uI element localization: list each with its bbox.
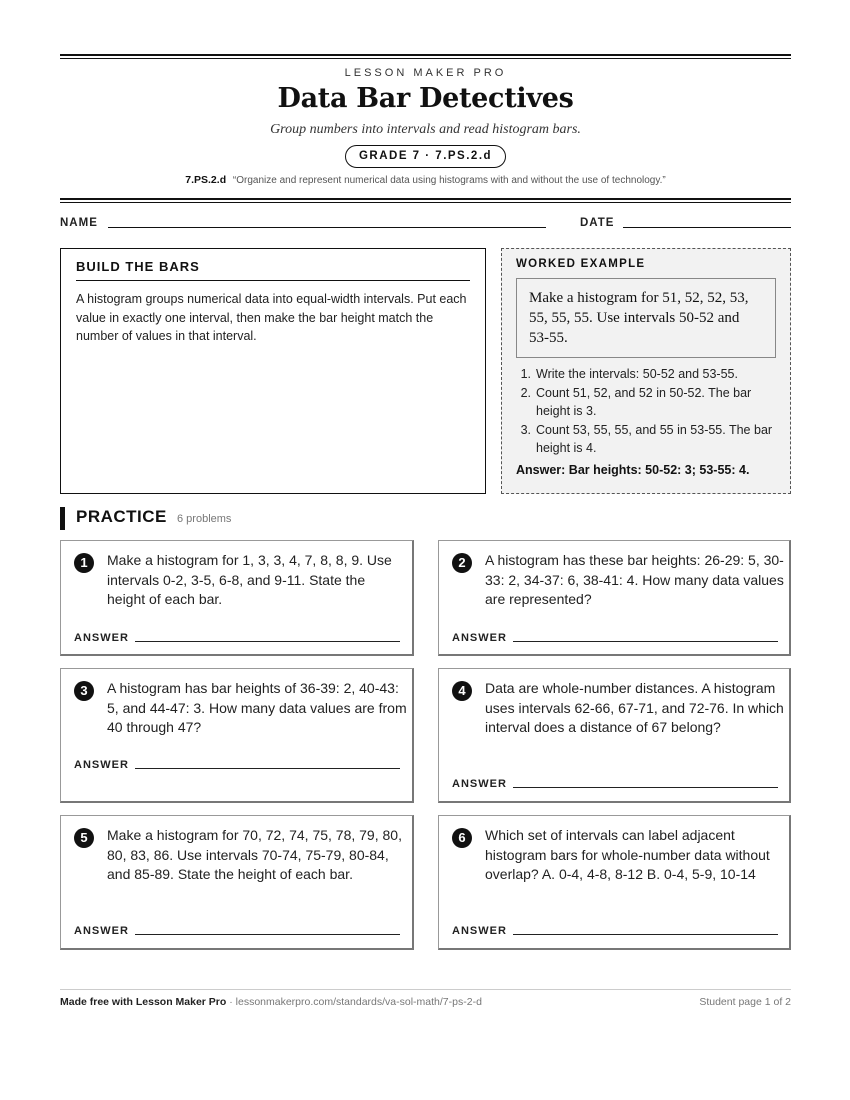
worksheet-title: Data Bar Detectives xyxy=(277,83,574,114)
step-text: Count 51, 52, and 52 in 50-52. The bar height is 3. xyxy=(536,385,752,418)
header-top-rule xyxy=(60,54,791,59)
answer-field[interactable] xyxy=(513,787,778,788)
problem-number-badge: 2 xyxy=(452,553,472,573)
answer-label: ANSWER xyxy=(452,778,507,790)
problem-number-badge: 1 xyxy=(74,553,94,573)
footer-divider xyxy=(60,989,791,990)
answer-field[interactable] xyxy=(135,641,400,642)
date-field[interactable] xyxy=(623,227,791,228)
build-the-bars-box xyxy=(60,248,486,494)
practice-count: 6 problems xyxy=(177,513,232,525)
brand-name: LESSON MAKER PRO xyxy=(344,67,507,79)
step-text: Count 53, 55, 55, and 55 in 53-55. The bar height is 4. xyxy=(536,422,773,455)
worksheet-subtitle: Group numbers into intervals and read histogram bars. xyxy=(270,122,581,137)
example-answer: Answer: Bar heights: 50-52: 3; 53-55: 4. xyxy=(516,462,750,477)
standard-code: 7.PS.2.d xyxy=(185,174,227,186)
build-body: A histogram groups numerical data into equal-width intervals. Put each value in exactly one interval, then make the bar height match the number of values in that interval. xyxy=(76,292,467,343)
answer-field[interactable] xyxy=(513,641,778,642)
example-heading: WORKED EXAMPLE xyxy=(516,258,646,270)
problem-card-1 xyxy=(60,540,414,656)
example-step xyxy=(516,384,776,421)
answer-field[interactable] xyxy=(513,934,778,935)
problem-card-6 xyxy=(438,815,791,950)
date-label: DATE xyxy=(580,217,615,229)
example-step xyxy=(516,421,776,458)
problem-text: A histogram has bar heights of 36-39: 2, 40-43: 5, and 44-47: 3. How many data values are from 40 through 47? xyxy=(107,680,407,735)
problem-number-badge: 6 xyxy=(452,828,472,848)
problem-text: Make a histogram for 1, 3, 3, 4, 7, 8, 8, 9. Use intervals 0-2, 3-5, 6-8, and 9-11. State the height of each bar. xyxy=(107,552,392,607)
problem-text: Data are whole-number distances. A histogram uses intervals 62-66, 67-71, and 72-76. In which interval does a distance of 67 belong? xyxy=(485,680,784,735)
example-problem: Make a histogram for 51, 52, 52, 53, 55, 55, 55. Use intervals 50-52 and 53-55. xyxy=(516,278,776,358)
problem-number-badge: 4 xyxy=(452,681,472,701)
problem-text: Make a histogram for 70, 72, 74, 75, 78, 79, 80, 80, 83, 86. Use intervals 70-74, 75-79, 80-84, and 85-89. State the height of each bar. xyxy=(107,827,402,882)
answer-label: ANSWER xyxy=(74,632,129,644)
step-number: 1. xyxy=(520,367,531,381)
footer-credit xyxy=(60,996,482,1008)
grade-badge: GRADE 7 · 7.PS.2.d xyxy=(345,145,506,168)
step-text: Write the intervals: 50-52 and 53-55. xyxy=(536,367,738,381)
answer-label: ANSWER xyxy=(452,632,507,644)
answer-field[interactable] xyxy=(135,768,400,769)
practice-accent-bar xyxy=(60,507,65,530)
problem-number-badge: 5 xyxy=(74,828,94,848)
problem-card-5 xyxy=(60,815,414,950)
step-number: 2. xyxy=(520,385,531,400)
header-bottom-rule xyxy=(60,198,791,203)
answer-label: ANSWER xyxy=(452,925,507,937)
build-heading: BUILD THE BARS xyxy=(76,259,470,281)
problem-text: A histogram has these bar heights: 26-29: 5, 30-33: 2, 34-37: 6, 38-41: 4. How many data values are represented? xyxy=(485,552,784,607)
example-steps xyxy=(516,365,776,458)
problem-card-4 xyxy=(438,668,791,803)
problem-card-2 xyxy=(438,540,791,656)
step-number: 3. xyxy=(520,422,531,437)
problem-text: Which set of intervals can label adjacent histogram bars for whole-number data without overlap? A. 0-4, 4-8, 8-12 B. 0-4, 5-9, 10-14 xyxy=(485,827,770,882)
footer-made-with: Made free with Lesson Maker Pro xyxy=(60,996,227,1008)
answer-label: ANSWER xyxy=(74,925,129,937)
example-step xyxy=(516,365,776,384)
footer-url[interactable]: · lessonmakerpro.com/standards/va-sol-math/7-ps-2-d xyxy=(226,996,482,1008)
answer-field[interactable] xyxy=(135,934,400,935)
standard-text: “Organize and represent numerical data using histograms with and without the use of technology.” xyxy=(232,175,666,186)
problem-card-3 xyxy=(60,668,414,803)
answer-label: ANSWER xyxy=(74,759,129,771)
name-field[interactable] xyxy=(108,227,546,228)
practice-title: PRACTICE xyxy=(76,507,167,526)
worked-example-box xyxy=(501,248,791,494)
footer-page-number: Student page 1 of 2 xyxy=(699,996,791,1008)
standard-line xyxy=(60,174,791,186)
worksheet-page xyxy=(60,0,791,1100)
name-label: NAME xyxy=(60,217,98,229)
problem-number-badge: 3 xyxy=(74,681,94,701)
